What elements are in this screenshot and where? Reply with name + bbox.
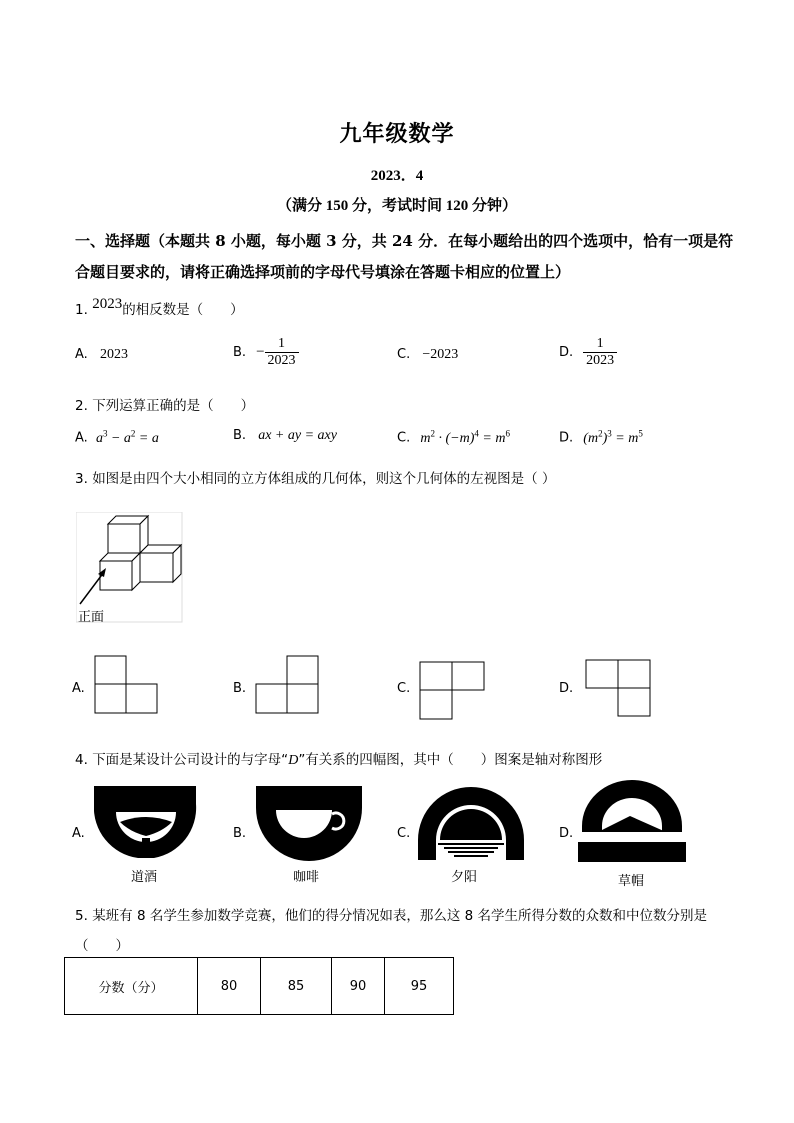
- section-heading: 一、选择题（本题共 8 小题，每小题 3 分，共 24 分．在每小题给出的四个选项中，恰有一项是符合题目要求的，请将正确选择项前的字母代号填涂在答题卡相应的位置上）: [75, 232, 734, 281]
- q4-option-c-label[interactable]: C.: [397, 826, 411, 841]
- q2-option-d[interactable]: [559, 428, 643, 447]
- q3-option-c-label[interactable]: C.: [397, 681, 411, 696]
- q4-b-caption: 咖啡: [292, 870, 319, 885]
- q4-d-caption: 草帽: [617, 874, 644, 889]
- option-sign: −: [256, 344, 265, 360]
- option-label: C.: [397, 430, 411, 446]
- option-label: A.: [75, 430, 88, 446]
- q4-option-b-label[interactable]: B.: [233, 826, 247, 841]
- question-number: 5.: [75, 908, 88, 924]
- option-label: C.: [397, 347, 411, 362]
- q3-option-b-figure[interactable]: [255, 655, 319, 715]
- front-label: 正面: [78, 610, 105, 625]
- option-expression: ax + ay = axy: [258, 428, 337, 443]
- question-math: 2023: [92, 296, 123, 312]
- question-number: 3.: [75, 471, 88, 487]
- q1-option-c[interactable]: [397, 347, 458, 363]
- question-text: 下列运算正确的是（ ）: [92, 398, 255, 414]
- page-title: 九年级数学: [339, 121, 455, 147]
- question-3: [75, 467, 555, 487]
- q2-option-b[interactable]: [233, 428, 337, 444]
- option-label: A.: [75, 347, 88, 362]
- q3-option-d-label[interactable]: D.: [559, 681, 574, 696]
- fraction: $\frac{1}{2023}$: [583, 336, 617, 369]
- exam-date: 2023．4: [370, 168, 424, 184]
- table-header-cell: 分数（分）: [65, 958, 198, 1015]
- option-expression: $m^2 \cdot (-m)^4 = m^6$: [420, 428, 510, 446]
- exam-note: （满分 150 分，考试时间 120 分钟）: [276, 198, 517, 214]
- q1-option-b[interactable]: [233, 336, 299, 369]
- q3-option-a-label[interactable]: A.: [72, 681, 85, 696]
- q4-option-a-figure[interactable]: [94, 786, 198, 862]
- q1-option-d[interactable]: [559, 336, 617, 369]
- fraction: $\frac{1}{2023}$: [265, 336, 299, 369]
- q4-option-d-label[interactable]: D.: [559, 826, 574, 841]
- question-text: 如图是由四个大小相同的立方体组成的几何体，则这个几何体的左视图是（ ）: [92, 471, 556, 487]
- question-letter: D: [288, 753, 299, 768]
- score-table: [64, 957, 454, 1015]
- option-expression: $a^3 - a^2 = a$: [95, 428, 159, 446]
- q2-option-c[interactable]: [397, 428, 510, 447]
- question-1: [75, 298, 244, 319]
- question-text: 下面是某设计公司设计的与字母“: [92, 752, 289, 768]
- table-cell: 90: [332, 958, 385, 1015]
- option-label: D.: [559, 345, 574, 360]
- q1-option-a[interactable]: [75, 347, 128, 363]
- q3-option-b-label[interactable]: B.: [233, 681, 247, 696]
- question-number: 2.: [75, 398, 88, 414]
- q4-option-a-label[interactable]: A.: [72, 826, 85, 841]
- question-2: [75, 394, 254, 414]
- q3-option-d-figure[interactable]: [585, 659, 651, 719]
- q4-option-c-figure[interactable]: [418, 786, 526, 862]
- question-text: 的相反数是（ ）: [122, 302, 244, 318]
- table-cell: 85: [261, 958, 332, 1015]
- option-label: B.: [233, 428, 247, 443]
- q4-option-d-figure[interactable]: [578, 780, 686, 866]
- option-label: D.: [559, 430, 574, 446]
- question-5-paren: （ ）: [75, 938, 129, 954]
- option-value: 2023: [99, 347, 128, 362]
- q4-option-b-figure[interactable]: [256, 786, 364, 862]
- q2-option-a[interactable]: [75, 428, 159, 447]
- option-label: B.: [233, 345, 247, 360]
- question-number: 1.: [75, 302, 88, 318]
- question-5: [75, 904, 755, 924]
- question-number: 4.: [75, 752, 88, 768]
- question-text: 某班有 8 名学生参加数学竞赛，他们的得分情况如表，那么这 8 名学生所得分数的众数和中位数分别是: [92, 908, 708, 924]
- table-row: [65, 958, 454, 1015]
- table-cell: 80: [198, 958, 261, 1015]
- q3-option-a-figure[interactable]: [94, 655, 158, 715]
- option-value: −2023: [422, 347, 459, 362]
- q4-a-caption: 道酒: [130, 870, 157, 885]
- table-cell: 95: [385, 958, 454, 1015]
- question-text: ”有关系的四幅图，其中（ ）图案是轴对称图形: [298, 752, 603, 768]
- option-expression: $(m^2)^3 = m^5$: [583, 428, 643, 446]
- q4-c-caption: 夕阳: [450, 870, 477, 885]
- q3-option-c-figure[interactable]: [419, 661, 485, 721]
- question-4: [75, 748, 602, 769]
